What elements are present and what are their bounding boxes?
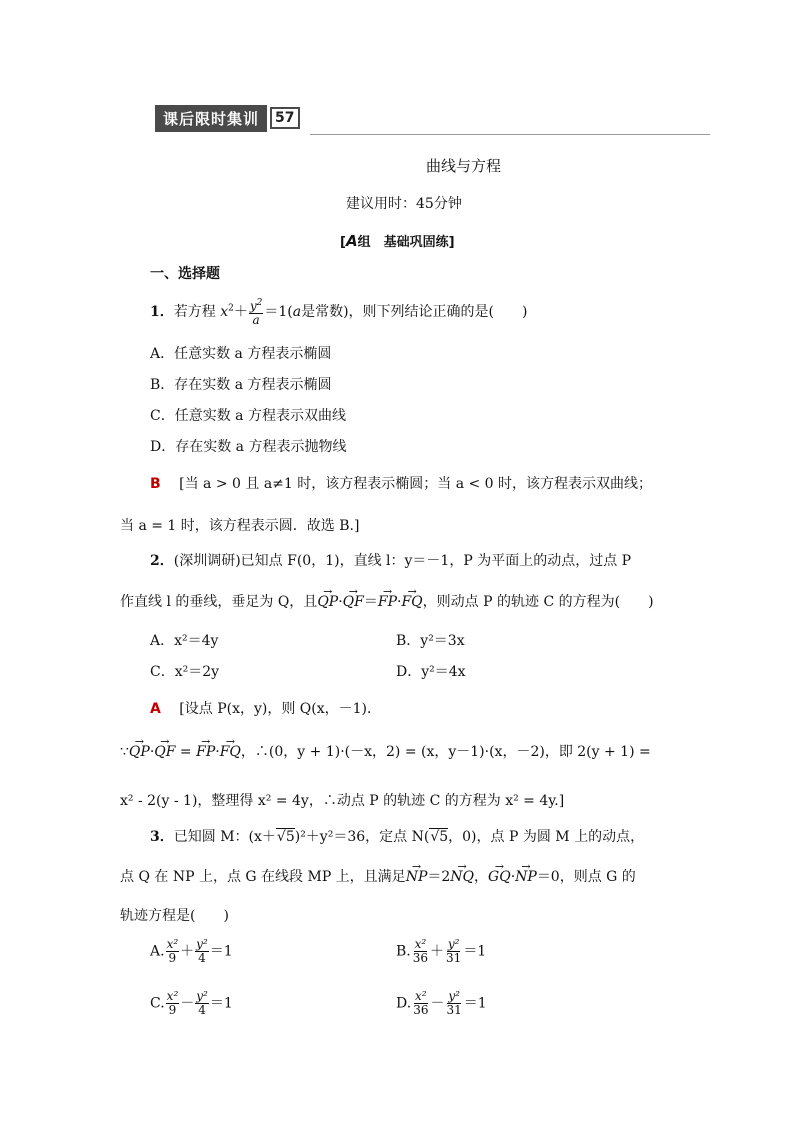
q2-option-c: C．x²＝2y bbox=[150, 664, 220, 680]
q1-option-b: B．存在实数 a 方程表示椭圆 bbox=[150, 377, 332, 393]
q3-stem-line2: 点 Q 在 NP 上，点 G 在线段 MP 上，且满足→ NP＝2→ NQ，→ GQ·→ NP＝0，则点 G 的 bbox=[120, 866, 636, 886]
section-heading: 一、选择题 bbox=[150, 266, 220, 282]
q3-option-a: A. $\frac{\text{x²}}{9}$ ＋ $\frac{\text{y²}}{4}$ ＝1 bbox=[150, 937, 233, 965]
q1-option-d: D．存在实数 a 方程表示抛物线 bbox=[150, 439, 347, 455]
q1-solution-cont: 当 a = 1 时，该方程表示圆．故选 B.] bbox=[120, 518, 360, 534]
q2-option-a: A．x²＝4y bbox=[150, 633, 219, 649]
group-heading: [A组 基础巩固练] bbox=[340, 232, 455, 250]
q2-solution-line3: x² - 2(y - 1)，整理得 x² = 4y，∴动点 P 的轨迹 C 的方程为 x² = 4y.] bbox=[120, 793, 565, 809]
q2-solution: A [设点 P(x，y)，则 Q(x，－1)． bbox=[150, 701, 382, 717]
section-banner bbox=[155, 104, 300, 132]
q3-option-d: D. $\frac{\text{x²}}{36}$ － $\frac{\text{y²}}{31}$ ＝1 bbox=[396, 989, 487, 1017]
q2-solution-line2: ∵→ QP·→ QF = → FP·→ FQ，∴(0，y + 1)·(－x，2) = (x，y－1)·(x，－2)，即 2(y + 1) = bbox=[120, 741, 651, 761]
page-title: 曲线与方程 bbox=[426, 157, 502, 175]
q1-solution: B [当 a > 0 且 a≠1 时，该方程表示椭圆；当 a < 0 时，该方程表示双曲线； bbox=[150, 476, 653, 492]
time-hint: 建议用时：45分钟 bbox=[346, 196, 462, 212]
q1-option-a: A．任意实数 a 方程表示椭圆 bbox=[150, 346, 332, 362]
q3-option-b: B. $\frac{\text{x²}}{36}$ ＋ $\frac{\text{y²}}{31}$ ＝1 bbox=[396, 937, 487, 965]
q2-answer: A bbox=[150, 701, 161, 717]
banner-number: 57 bbox=[270, 107, 299, 129]
banner-label: 课后限时集训 bbox=[155, 105, 267, 132]
q2-stem-line1: 2．(深圳调研)已知点 F(0，1)，直线 l：y＝－1，P 为平面上的动点，过点 P bbox=[150, 553, 632, 569]
q3-option-c: C. $\frac{\text{x²}}{9}$ － $\frac{\text{y²}}{4}$ ＝1 bbox=[150, 989, 233, 1017]
q2-option-d: D．y²＝4x bbox=[396, 664, 466, 680]
q1-option-c: C．任意实数 a 方程表示双曲线 bbox=[150, 408, 346, 424]
q2-option-b: B．y²＝3x bbox=[396, 633, 465, 649]
q3-stem-line1: 3．已知圆 M：(x＋√5)²＋y²＝36，定点 N(√5，0)，点 P 为圆 M 上的动点， bbox=[150, 829, 645, 845]
q1-answer: B bbox=[150, 476, 161, 492]
q2-stem-line2: 作直线 l 的垂线，垂足为 Q，且→ QP·→ QF＝→ FP·→ FQ，则动点 P 的轨迹 C 的方程为( ) bbox=[120, 591, 654, 611]
q3-stem-line3: 轨迹方程是( ) bbox=[120, 908, 229, 924]
header-rule bbox=[310, 134, 710, 135]
q1-stem: 1．若方程 $x^2+$ $\frac{y^2}{a}$ ＝1(a是常数)，则下列结论正确的是( ) bbox=[150, 298, 528, 327]
